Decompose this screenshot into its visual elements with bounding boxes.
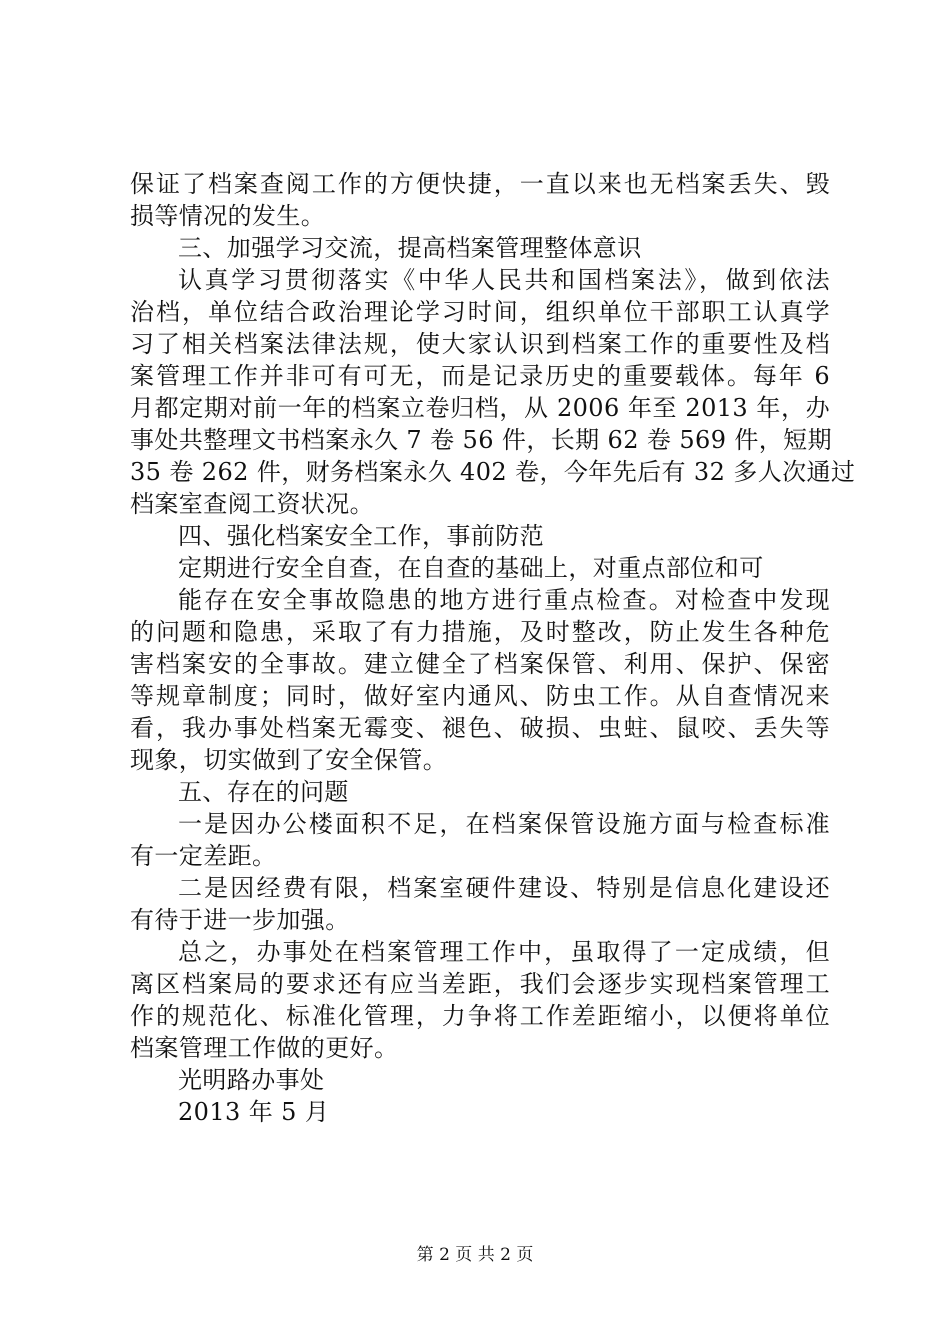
text-line: 35 卷 262 件，财务档案永久 402 卷，今年先后有 32 多人次通过	[130, 458, 856, 486]
text-line: 事处共整理文书档案永久 7 卷 56 件，长期 62 卷 569 件，短期	[130, 426, 832, 454]
text-line: 五、存在的问题	[178, 778, 349, 806]
page-footer: 第 2 页 共 2 页	[416, 1245, 534, 1265]
text-line: 定期进行安全自查，在自查的基础上，对重点部位和可	[178, 554, 764, 582]
text-line: 看，我办事处档案无霉变、褪色、破损、虫蛀、鼠咬、丢失等	[130, 714, 830, 742]
text-line: 习了相关档案法律法规，使大家认识到档案工作的重要性及档	[130, 330, 830, 358]
text-line: 作的规范化、标准化管理，力争将工作差距缩小，以便将单位	[130, 1002, 830, 1030]
text-line: 治档，单位结合政治理论学习时间，组织单位干部职工认真学	[130, 298, 830, 326]
text-line: 案管理工作并非可有可无，而是记录历史的重要载体。每年 6	[130, 362, 830, 390]
text-line: 有一定差距。	[130, 842, 277, 870]
text-line: 光明路办事处	[178, 1066, 325, 1094]
text-line: 有待于进一步加强。	[130, 906, 350, 934]
text-line: 现象，切实做到了安全保管。	[130, 746, 448, 774]
text-line: 害档案安的全事故。建立健全了档案保管、利用、保护、保密	[130, 650, 830, 678]
text-line: 离区档案局的要求还有应当差距，我们会逐步实现档案管理工	[130, 970, 830, 998]
text-line: 保证了档案查阅工作的方便快捷，一直以来也无档案丢失、毁	[130, 170, 830, 198]
text-line: 档案管理工作做的更好。	[130, 1034, 399, 1062]
text-line: 损等情况的发生。	[130, 202, 326, 230]
text-line: 二是因经费有限，档案室硬件建设、特别是信息化建设还	[178, 874, 830, 902]
text-line: 总之，办事处在档案管理工作中，虽取得了一定成绩，但	[178, 938, 830, 966]
text-line: 三、加强学习交流，提高档案管理整体意识	[178, 234, 642, 262]
text-line: 月都定期对前一年的档案立卷归档，从 2006 年至 2013 年，办	[130, 394, 830, 422]
text-line: 能存在安全事故隐患的地方进行重点检查。对检查中发现	[178, 586, 830, 614]
text-line: 认真学习贯彻落实《中华人民共和国档案法》，做到依法	[178, 266, 830, 294]
text-line: 等规章制度；同时，做好室内通风、防虫工作。从自查情况来	[130, 682, 830, 710]
document-body	[130, 168, 856, 1128]
text-line: 四、强化档案安全工作，事前防范	[178, 522, 544, 550]
text-line: 2013 年 5 月	[178, 1098, 330, 1126]
text-line: 档案室查阅工资状况。	[130, 490, 374, 518]
text-line: 的问题和隐患，采取了有力措施，及时整改，防止发生各种危	[130, 618, 830, 646]
text-line: 一是因办公楼面积不足，在档案保管设施方面与检查标准	[178, 810, 830, 838]
